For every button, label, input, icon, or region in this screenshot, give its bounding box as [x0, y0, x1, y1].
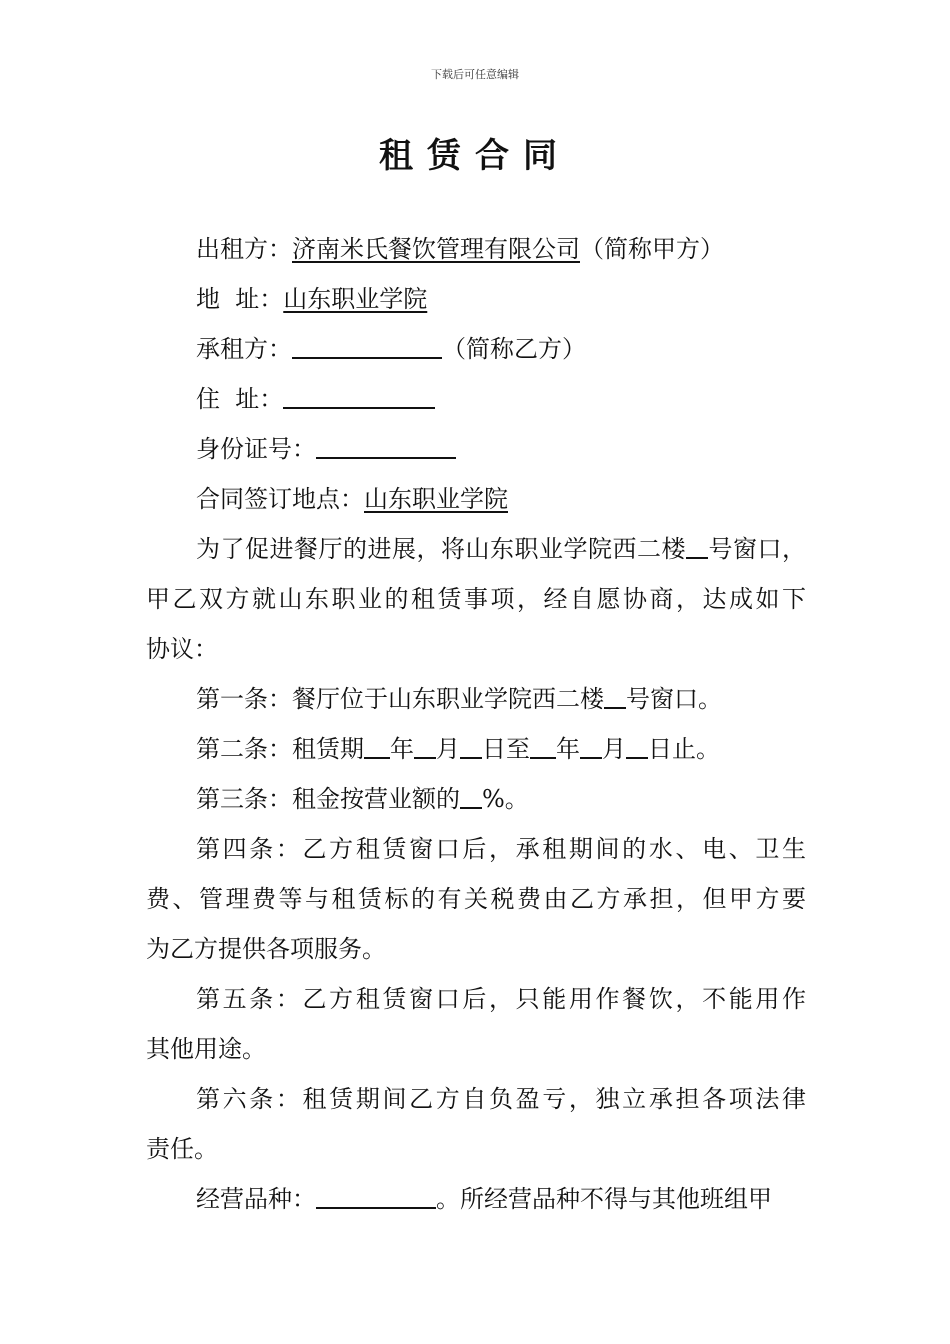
sign-place-value: 山东职业学院: [364, 485, 508, 513]
article-2-month-2: 月: [602, 735, 626, 763]
intro-text-1: 为了促进餐厅的进展，将山东职业学院西二楼: [196, 535, 686, 563]
products-line: [146, 1184, 806, 1214]
lessor-suffix: （简称甲方）: [580, 235, 724, 263]
address-line: [146, 284, 806, 314]
header-note: 下载后可任意编辑: [431, 68, 519, 81]
id-number-blank: [316, 435, 456, 459]
article-6-line-1: 第六条：租赁期间乙方自负盈亏，独立承担各项法律: [196, 1085, 806, 1113]
article-2-blank-1: [364, 735, 390, 759]
article-3: [146, 784, 806, 814]
lessor-value: 济南米氏餐饮管理有限公司: [292, 235, 580, 263]
id-number-line: [146, 434, 806, 464]
id-number-label: 身份证号：: [196, 435, 316, 463]
intro-line-2: 甲乙双方就山东职业的租赁事项，经自愿协商，达成如下: [146, 585, 806, 613]
article-2-blank-6: [626, 735, 648, 759]
address-label: 地 址：: [196, 285, 284, 313]
article-2-blank-4: [530, 735, 556, 759]
article-2-year: 年: [390, 735, 414, 763]
residence-label: 住 址：: [196, 385, 284, 413]
article-6-line-2: 责任。: [146, 1135, 218, 1163]
lessor-label: 出租方：: [196, 235, 292, 263]
lessee-label: 承租方：: [196, 335, 292, 363]
article-1-blank: [604, 685, 626, 709]
intro-blank: [686, 535, 708, 559]
article-1-suffix: 号窗口。: [626, 685, 722, 713]
article-5-line-1: 第五条：乙方租赁窗口后，只能用作餐饮，不能用作: [196, 985, 806, 1013]
article-2-blank-5: [580, 735, 602, 759]
article-4-line-3: 为乙方提供各项服务。: [146, 935, 386, 963]
residence-blank: [283, 385, 435, 409]
products-text: 。所经营品种不得与其他班组甲: [436, 1185, 772, 1213]
contract-title: 租赁合同: [379, 136, 571, 176]
article-2-blank-3: [460, 735, 482, 759]
products-label: 经营品种：: [196, 1185, 316, 1213]
intro-text-1b: 号窗口，: [708, 535, 806, 563]
lessee-blank: [292, 335, 442, 359]
article-2-year-2: 年: [556, 735, 580, 763]
sign-place-label: 合同签订地点：: [196, 485, 364, 513]
lessee-line: [146, 334, 806, 364]
article-3-blank: [460, 785, 482, 809]
residence-line: [146, 384, 806, 414]
article-2: [146, 734, 806, 764]
article-4-line-1: 第四条：乙方租赁窗口后，承租期间的水、电、卫生: [196, 835, 806, 863]
article-2-text: 第二条：租赁期: [196, 735, 364, 763]
article-2-month: 月: [436, 735, 460, 763]
article-5-line-2: 其他用途。: [146, 1035, 266, 1063]
article-3-text: 第三条：租金按营业额的: [196, 785, 460, 813]
sign-place-line: [146, 484, 806, 514]
lessor-line: [146, 234, 806, 264]
article-3-suffix: %。: [482, 785, 529, 813]
lessee-suffix: （简称乙方）: [442, 335, 586, 363]
article-2-end: 日止。: [648, 735, 720, 763]
article-1: [146, 684, 806, 714]
products-blank: [316, 1185, 436, 1209]
article-1-text: 第一条：餐厅位于山东职业学院西二楼: [196, 685, 604, 713]
article-4-line-2: 费、管理费等与租赁标的有关税费由乙方承担，但甲方要: [146, 885, 806, 913]
intro-line-1: [146, 534, 806, 564]
article-2-blank-2: [414, 735, 436, 759]
intro-line-3: 协议：: [146, 635, 218, 663]
address-value: 山东职业学院: [283, 285, 428, 313]
article-2-day-to: 日至: [482, 735, 530, 763]
